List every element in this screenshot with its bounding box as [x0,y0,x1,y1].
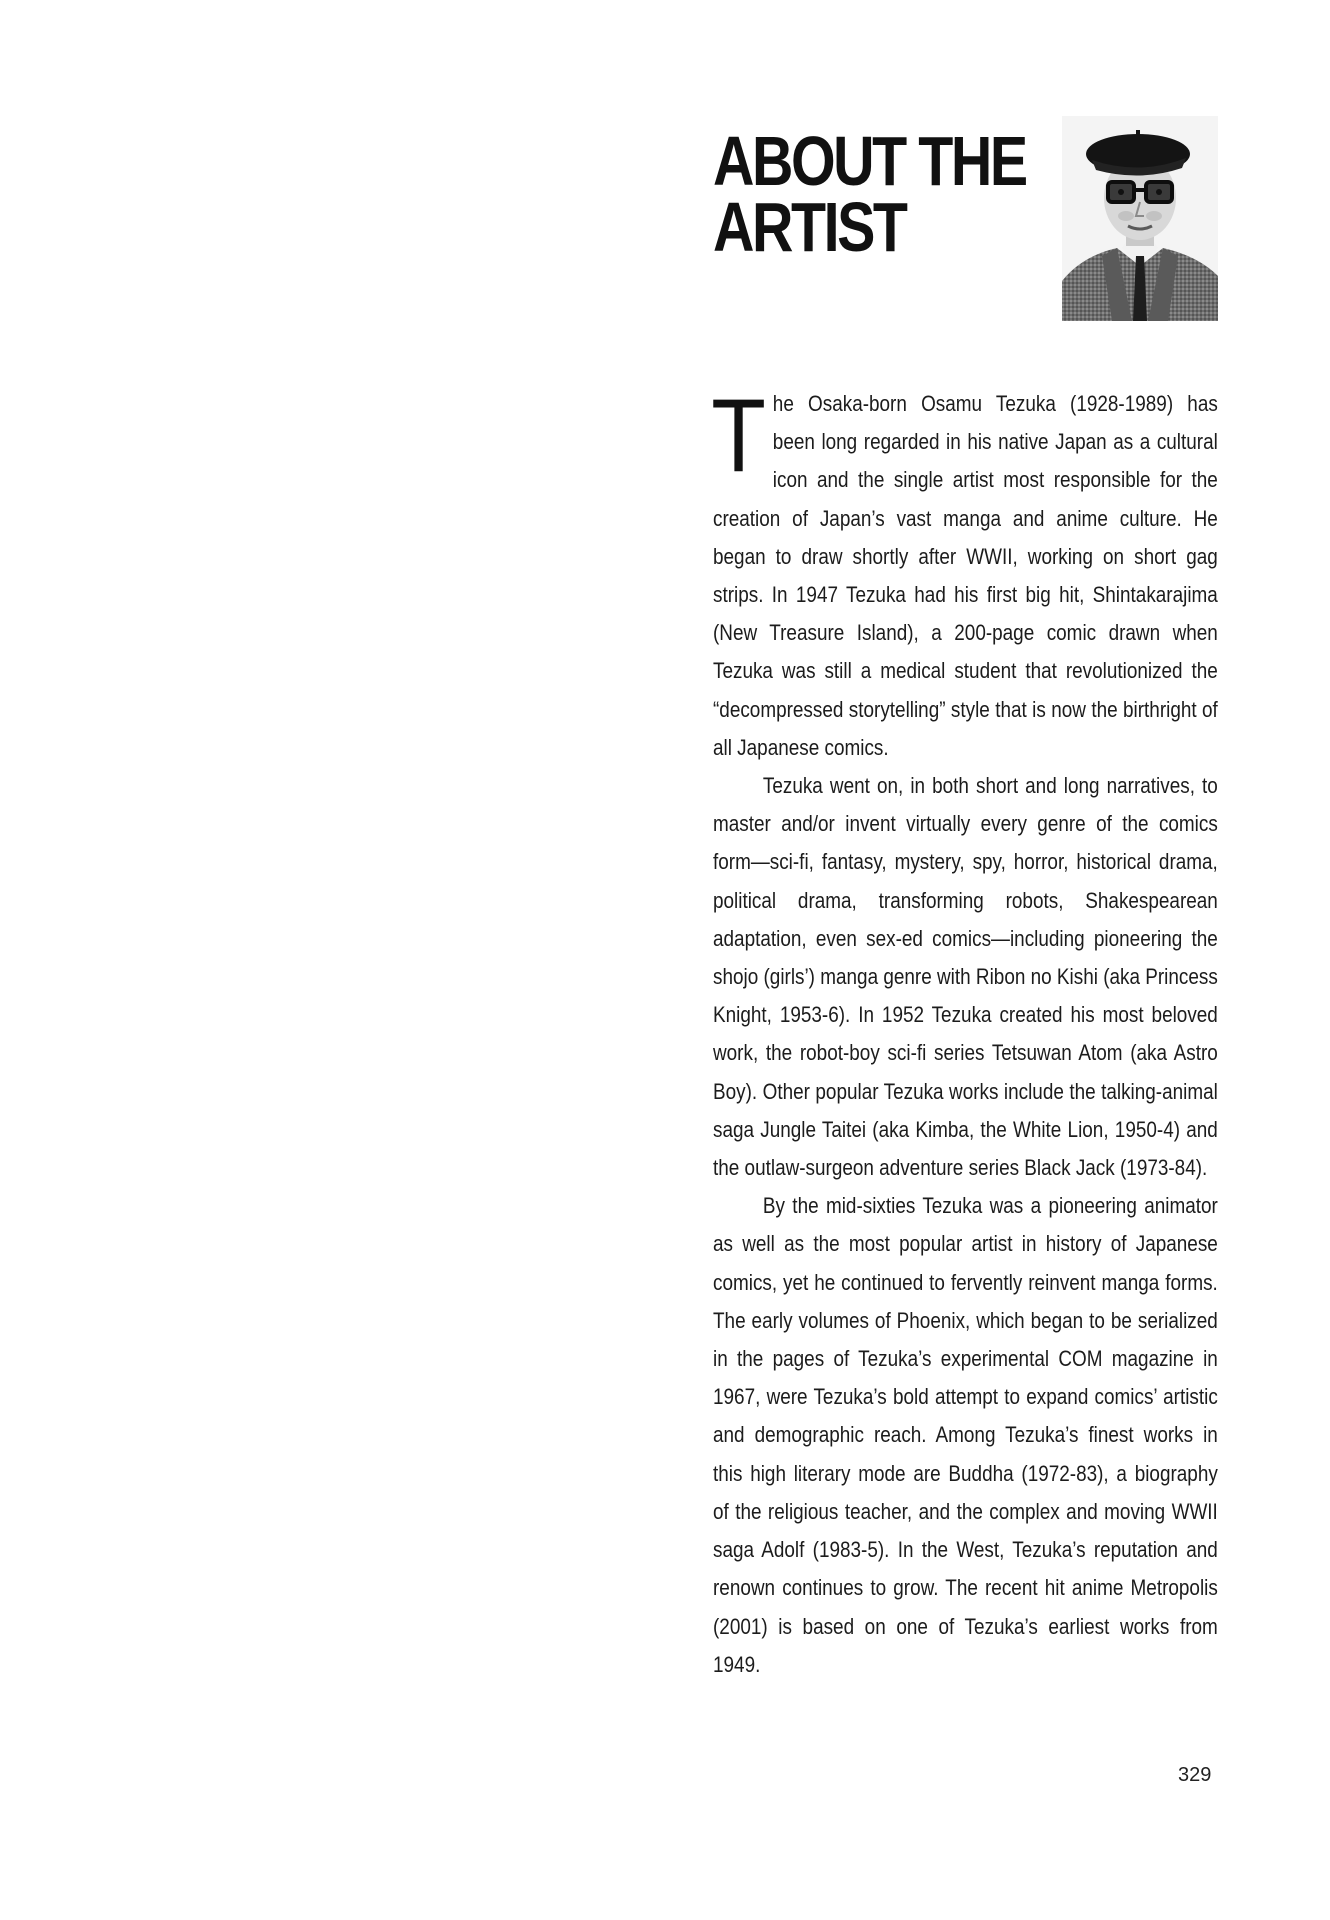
paragraph-2: Tezuka went on, in both short and long narratives, to master and/or invent virtually every genre of the comics form—sci-fi, fantasy, mystery, spy, horror, historical drama, political drama, transforming robots, Shakespearean adaptation, even sex-ed comics—including pioneering the shojo (girls’) manga genre with Ribon no Kishi (aka Princess Knight, 1953-6). In 1952 Tezuka created his most beloved work, the robot-boy sci-fi series Tetsuwan Atom (aka Astro Boy). Other popular Tezuka works include the talking-animal saga Jungle Taitei (aka Kimba, the White Lion, 1950-4) and the outlaw-surgeon adventure series Black Jack (1973-84). [713,773,1218,1181]
drop-cap: T [711,378,766,494]
paragraph-1-text: he Osaka-born Osamu Tezuka (1928-1989) has been long regarded in his native Japan as a cultural icon and the single artist most responsible for the creation of Japan’s vast manga and anime culture. He began to draw shortly after WWII, working on short gag strips. In 1947 Tezuka had his first big hit, Shintakarajima (New Treasure Island), a 200-page comic drawn when Tezuka was still a medical student that revolutionized the “decompressed storytelling” style that is now the birthright of all Japanese comics. [713,391,1218,760]
title-line-1: ABOUT THE [713,122,1026,200]
title-line-2: ARTIST [713,188,906,266]
page-number: 329 [1178,1764,1212,1786]
article-body [711,378,1218,1684]
artist-portrait [1062,116,1218,321]
paragraph-3: By the mid-sixties Tezuka was a pioneering animator as well as the most popular artist in history of Japanese comics, yet he continued to fervently reinvent manga forms. The early volumes of Phoenix, which began to be serialized in the pages of Tezuka’s experimental COM magazine in 1967, were Tezuka’s bold attempt to expand comics’ artistic and demographic reach. Among Tezuka’s finest works in this high literary mode are Buddha (1972-83), a biography of the religious teacher, and the complex and moving WWII saga Adolf (1983-5). In the West, Tezuka’s reputation and renown continues to grow. The recent hit anime Metropolis (2001) is based on one of Tezuka’s earliest works from 1949. [713,1193,1218,1677]
paragraph-1 [711,378,1218,767]
portrait-illustration [1062,116,1218,321]
page-title [713,122,1026,266]
